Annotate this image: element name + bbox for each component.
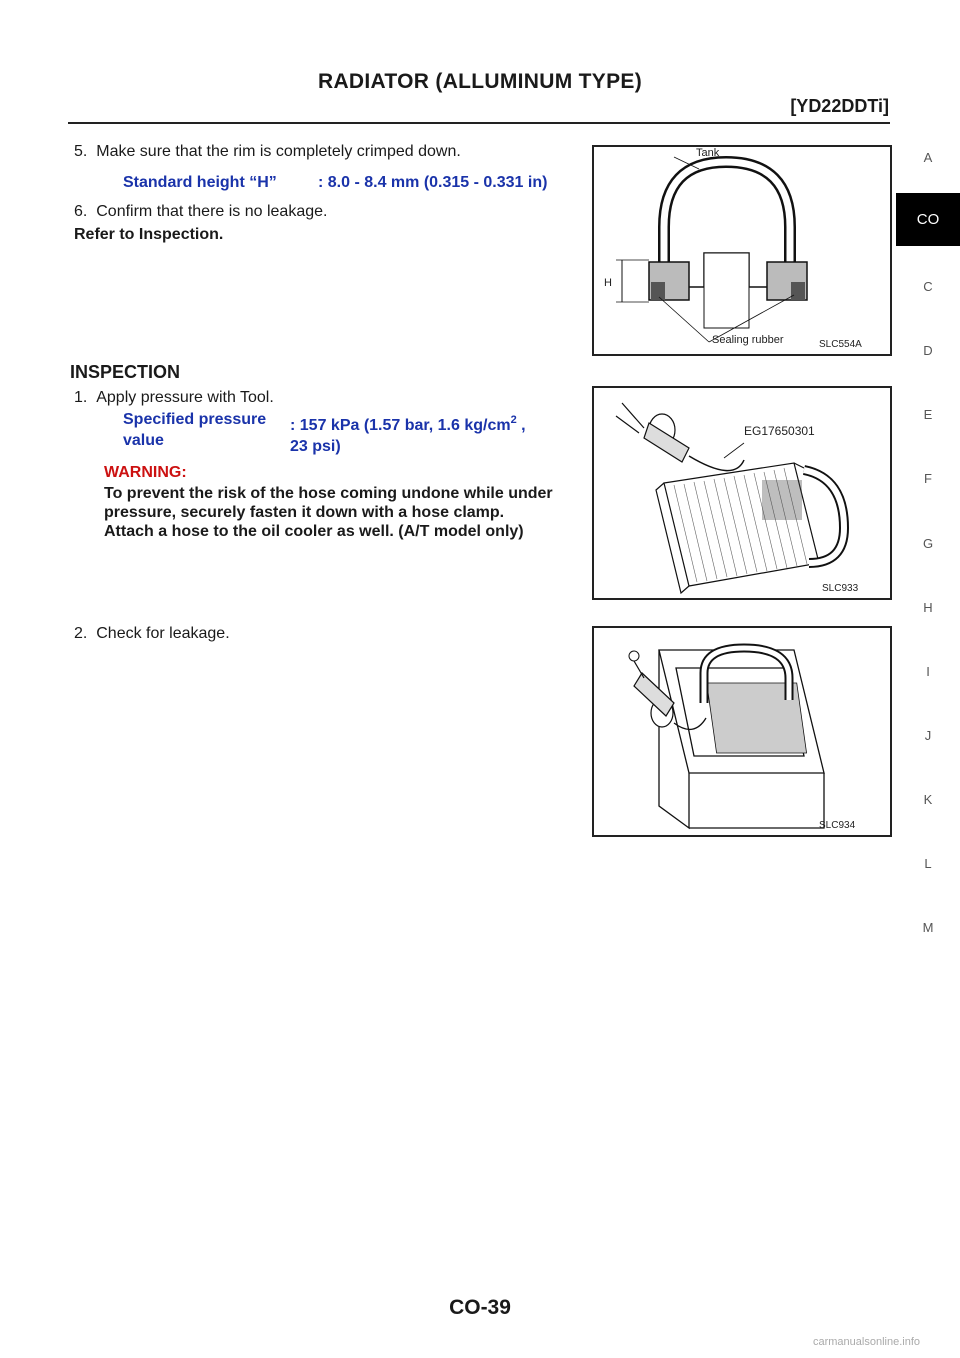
- sidebar-letter-j[interactable]: J: [924, 728, 932, 743]
- figure-leak-check: [592, 626, 892, 837]
- sidebar-letter-h[interactable]: H: [923, 600, 933, 615]
- warning-title: WARNING:: [104, 464, 187, 481]
- fig1-label-h: H: [604, 277, 612, 289]
- fig1-label-tank: Tank: [696, 147, 720, 159]
- leak-check-illustration: [594, 628, 890, 835]
- watermark: carmanualsonline.info: [812, 1336, 920, 1348]
- pressure-test-illustration: [594, 388, 890, 598]
- figure-code-slc934: SLC934: [819, 820, 856, 831]
- sidebar-letter-e[interactable]: E: [923, 407, 933, 422]
- figure-code-slc933: SLC933: [822, 583, 859, 594]
- sidebar-tab-co-active[interactable]: CO: [896, 193, 960, 246]
- sidebar-letter-a[interactable]: A: [923, 150, 933, 165]
- sidebar-letter-i[interactable]: I: [926, 664, 930, 679]
- step-6-text: 6. Confirm that there is no leakage.: [74, 203, 328, 220]
- warning-line-3: Attach a hose to the oil cooler as well. (A/T model only): [104, 523, 524, 540]
- page-number: CO-39: [449, 1296, 511, 1319]
- sidebar-letter-g[interactable]: G: [922, 536, 934, 551]
- figure-code-slc554a: SLC554A: [819, 339, 862, 350]
- refer-to-inspection: Refer to Inspection.: [74, 226, 224, 243]
- tank-crimp-illustration: [594, 147, 890, 354]
- spec-label-height: Standard height “H”: [123, 174, 277, 191]
- fig1-label-sealing-rubber: Sealing rubber: [712, 334, 784, 346]
- warning-line-1: To prevent the risk of the hose coming undone while under: [104, 485, 553, 502]
- sidebar-letter-f[interactable]: F: [924, 471, 932, 486]
- spec-value-height: : 8.0 - 8.4 mm (0.315 - 0.331 in): [318, 174, 548, 191]
- header-rule: [68, 122, 890, 124]
- engine-code: [YD22DDTi]: [790, 96, 889, 116]
- inspection-heading: INSPECTION: [70, 362, 181, 382]
- inspection-step-2: 2. Check for leakage.: [74, 625, 230, 642]
- spec-value-pressure-main: : 157 kPa (1.57 bar, 1.6 kg/cm: [290, 417, 511, 434]
- spec-value-pressure-line2: 23 psi): [290, 438, 341, 455]
- sidebar-letter-k[interactable]: K: [923, 792, 933, 807]
- sidebar-letter-l[interactable]: L: [924, 856, 932, 871]
- figure-pressure-test: [592, 386, 892, 600]
- page-title: RADIATOR (ALLUMINUM TYPE): [317, 70, 643, 93]
- spec-value-comma: ,: [516, 417, 526, 434]
- sidebar-letter-d[interactable]: D: [923, 343, 933, 358]
- sidebar-letter-m[interactable]: M: [922, 920, 934, 935]
- spec-label-pressure-line2: value: [123, 432, 164, 449]
- inspection-step-1: 1. Apply pressure with Tool.: [74, 389, 274, 406]
- figure-tank-crimp: [592, 145, 892, 356]
- spec-label-pressure-line1: Specified pressure: [123, 411, 267, 428]
- spec-value-pressure-line1: [290, 414, 526, 435]
- sidebar-letter-c[interactable]: C: [923, 279, 933, 294]
- warning-line-2: pressure, securely fasten it down with a hose clamp.: [104, 504, 505, 521]
- spec-value-superscript: 2: [510, 414, 517, 426]
- fig2-label-tool: EG17650301: [744, 424, 815, 438]
- step-5-text: 5. Make sure that the rim is completely crimped down.: [74, 143, 461, 160]
